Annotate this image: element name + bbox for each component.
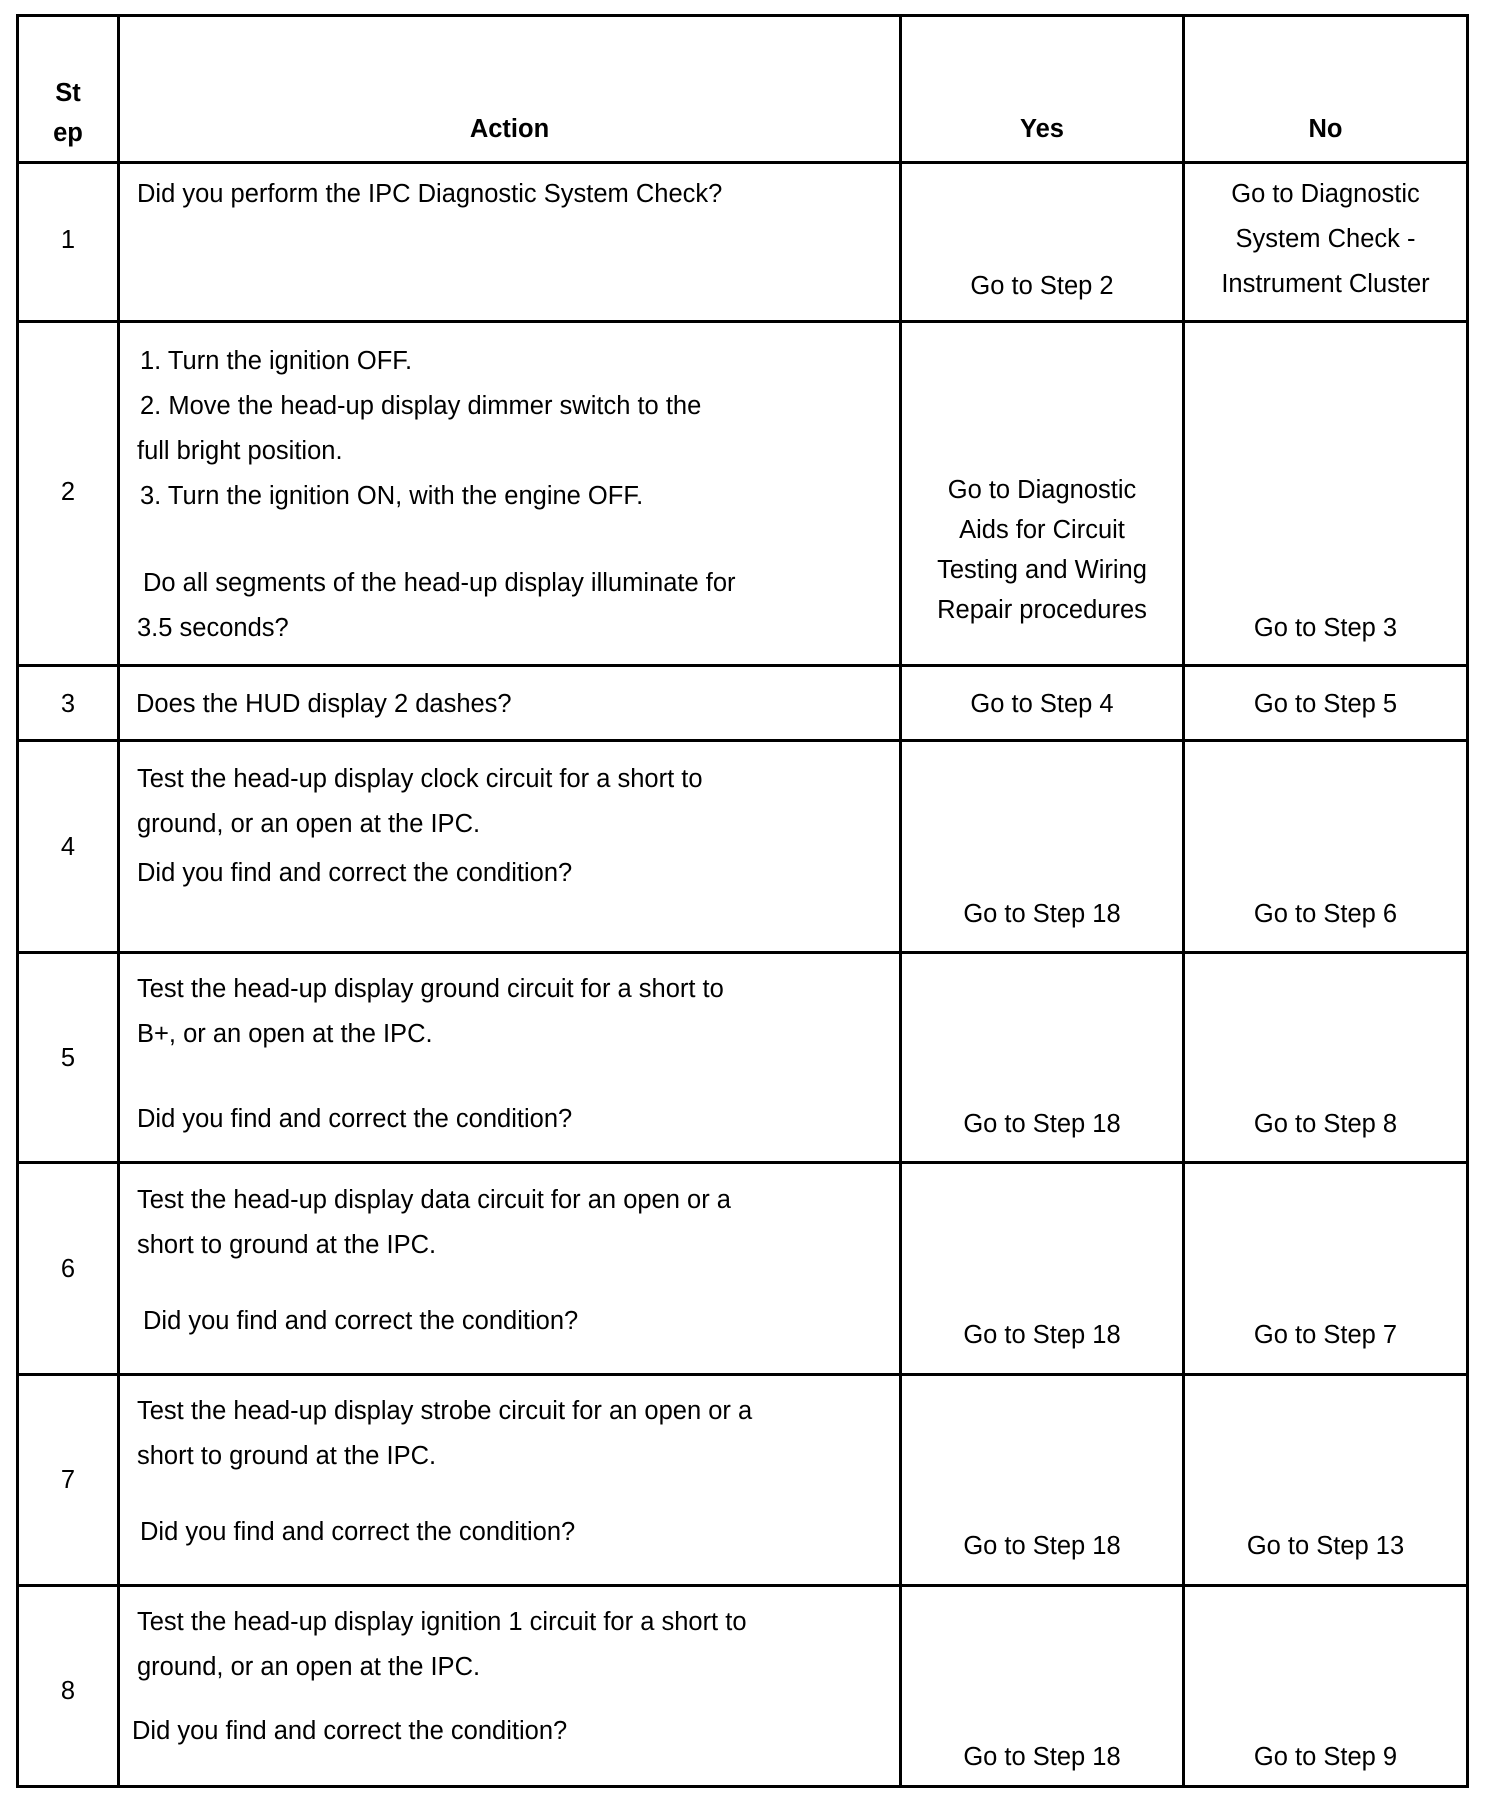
- yes-text: Go to Step 18: [963, 900, 1121, 928]
- row-divider: [16, 1584, 1469, 1587]
- no-text: Go to Step 6: [1253, 900, 1398, 928]
- no-text: Go to Diagnostic: [1231, 180, 1420, 208]
- action-text: Did you find and correct the condition?: [140, 1518, 576, 1546]
- row-divider: [16, 951, 1469, 954]
- header-yes: Yes: [1020, 115, 1064, 143]
- no-text: Go to Step 9: [1253, 1743, 1398, 1771]
- step-number: 2: [60, 478, 76, 506]
- yes-text: Go to Step 18: [963, 1321, 1121, 1349]
- action-text: Did you perform the IPC Diagnostic System Check?: [137, 180, 723, 208]
- row-divider: [16, 320, 1469, 323]
- step-number: 3: [60, 690, 76, 718]
- no-text: Go to Step 7: [1253, 1321, 1398, 1349]
- row-divider: [16, 1161, 1469, 1164]
- no-text: System Check -: [1235, 225, 1416, 253]
- action-text: Did you find and correct the condition?: [143, 1307, 579, 1335]
- yes-text: Go to Step 2: [970, 272, 1114, 300]
- action-text: Does the HUD display 2 dashes?: [136, 690, 512, 718]
- action-text: B+, or an open at the IPC.: [137, 1020, 433, 1048]
- action-text: Test the head-up display ground circuit for a short to: [137, 975, 724, 1003]
- row-divider: [16, 664, 1469, 667]
- action-text: 1. Turn the ignition OFF.: [140, 347, 413, 375]
- action-text: Test the head-up display strobe circuit for an open or a: [137, 1397, 753, 1425]
- action-text: Did you find and correct the condition?: [137, 1105, 573, 1133]
- action-text: Test the head-up display data circuit for an open or a: [137, 1186, 731, 1214]
- yes-text: Go to Step 18: [963, 1110, 1121, 1138]
- step-number: 4: [60, 833, 76, 861]
- no-text: Go to Step 13: [1246, 1532, 1405, 1560]
- yes-text: Go to Step 18: [963, 1743, 1121, 1771]
- step-number: 6: [60, 1255, 76, 1283]
- row-divider: [16, 161, 1469, 164]
- yes-text: Testing and Wiring: [937, 556, 1147, 584]
- yes-text: Go to Step 18: [963, 1532, 1121, 1560]
- action-text: ground, or an open at the IPC.: [137, 810, 481, 838]
- action-text: 3.5 seconds?: [137, 614, 289, 642]
- column-divider-step: [117, 14, 120, 1788]
- yes-text: Aids for Circuit: [959, 516, 1125, 544]
- action-text: Test the head-up display ignition 1 circuit for a short to: [137, 1608, 747, 1636]
- step-number: 7: [60, 1466, 76, 1494]
- row-divider: [16, 739, 1469, 742]
- header-step: St ep: [53, 79, 83, 147]
- action-text: 2. Move the head-up display dimmer switch to the: [140, 392, 702, 420]
- action-text: Did you find and correct the condition?: [137, 859, 573, 887]
- action-text: 3. Turn the ignition ON, with the engine OFF.: [140, 482, 644, 510]
- action-text: ground, or an open at the IPC.: [137, 1653, 481, 1681]
- header-action: Action: [469, 115, 550, 143]
- step-number: 8: [60, 1677, 76, 1705]
- yes-text: Repair procedures: [937, 596, 1147, 624]
- no-text: Go to Step 8: [1253, 1110, 1398, 1138]
- action-text: short to ground at the IPC.: [137, 1442, 437, 1470]
- step-number: 5: [60, 1044, 76, 1072]
- no-text: Go to Step 5: [1253, 690, 1398, 718]
- step-number: 1: [60, 226, 76, 254]
- row-divider: [16, 1373, 1469, 1376]
- header-no: No: [1308, 115, 1343, 143]
- action-text: Do all segments of the head-up display illuminate for: [143, 569, 736, 597]
- action-text: Did you find and correct the condition?: [132, 1717, 568, 1745]
- action-text: Test the head-up display clock circuit for a short to: [137, 765, 703, 793]
- yes-text: Go to Step 4: [970, 690, 1114, 718]
- yes-text: Go to Diagnostic: [947, 476, 1137, 504]
- no-text: Go to Step 3: [1253, 614, 1398, 642]
- no-text: Instrument Cluster: [1221, 270, 1430, 298]
- action-text: full bright position.: [137, 437, 343, 465]
- action-text: short to ground at the IPC.: [137, 1231, 437, 1259]
